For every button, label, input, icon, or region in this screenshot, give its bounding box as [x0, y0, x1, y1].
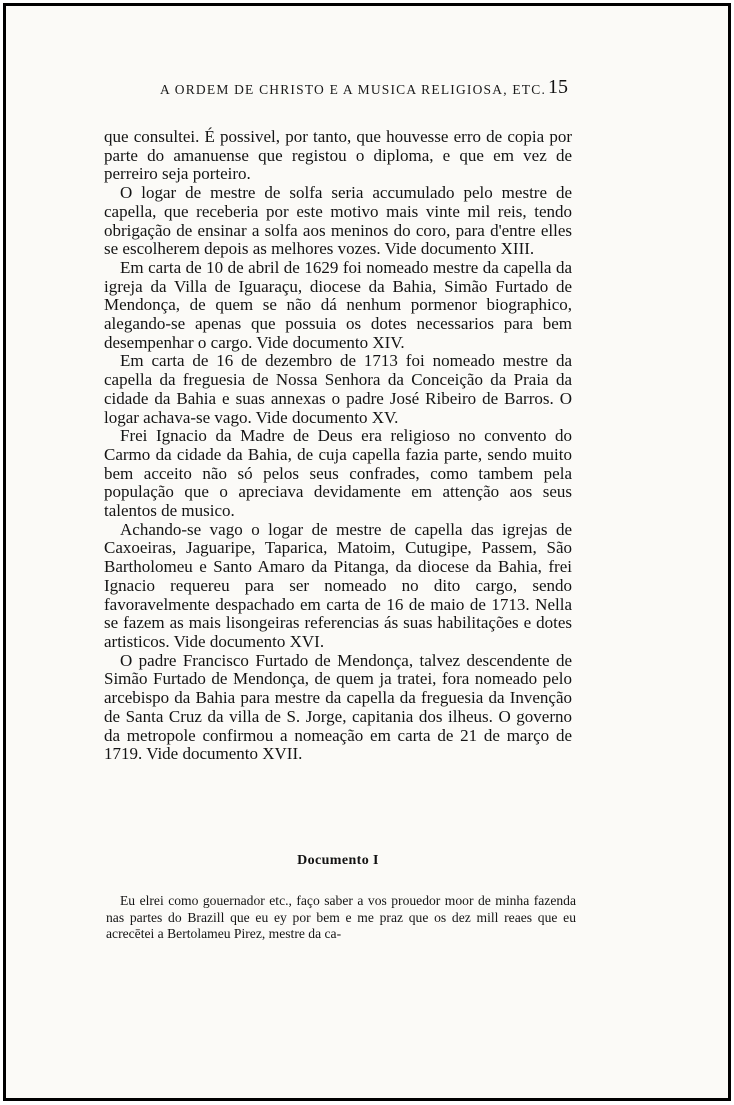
- body-text: [104, 128, 572, 764]
- running-title: A ORDEM DE CHRISTO E A MUSICA RELIGIOSA, ETC.: [160, 82, 547, 97]
- paragraph-7: O padre Francisco Furtado de Mendonça, talvez descendente de Simão Furtado de Mendonça, de quem ja tratei, fora nomeado pelo arcebispo da Bahia para mestre da capella da freguesia da Invenção de Santa Cruz da villa de S. Jorge, capitania dos ilheus. O governo da metropole confirmou a nomeação em carta de 21 de março de 1719. Vide documento XVII.: [104, 650, 572, 764]
- paragraph-5: Frei Ignacio da Madre de Deus era religioso no convento do Carmo da cidade da Bahia, de cuja capella fazia parte, sendo muito bem acceito não só pelos seus confrades, como tambem pela população que o apreciava devidamente em attenção aos seus talentos de musico.: [104, 426, 572, 521]
- page-number: 15: [548, 76, 568, 98]
- document-title: Documento I: [297, 853, 379, 868]
- document-text: [106, 893, 576, 943]
- paragraph-1: que consultei. É possivel, por tanto, que houvesse erro de copia por parte do amanuense que registou o diploma, e que em vez de perreiro seja porteiro.: [104, 127, 572, 184]
- paragraph-2: O logar de mestre de solfa seria accumulado pelo mestre de capella, que receberia por este motivo mais vinte mil reis, tendo obrigação de ensinar a solfa aos meninos do coro, para d'entre elles se escolherem depois as melhores vozes. Vide documento XIII.: [104, 183, 572, 259]
- paragraph-3: Em carta de 10 de abril de 1629 foi nomeado mestre da capella da igreja da Villa de Iguaraçu, diocese da Bahia, Simão Furtado de Mendonça, de quem se não dá nenhum pormenor biographico, alegando-se apenas que possuia os dotes necessarios para bem desempenhar o cargo. Vide documento XIV.: [104, 257, 572, 352]
- document-paragraph: Eu elrei como gouernador etc., faço saber a vos prouedor moor de minha fazenda nas partes do Brazill que eu ey por bem e me praz que os dez mill reaes que eu acrecētei a Bertolameu Pirez, mestre da ca-: [106, 893, 576, 941]
- paragraph-4: Em carta de 16 de dezembro de 1713 foi nomeado mestre da capella da freguesia de Nossa Senhora da Conceição da Praia da cidade da Bahia e suas annexas o padre José Ribeiro de Barros. O logar achava-se vago. Vide documento XV.: [104, 351, 572, 427]
- paragraph-6: Achando-se vago o logar de mestre de capella das igrejas de Caxoeiras, Jaguaripe, Taparica, Matoim, Cutugipe, Passem, São Bartholomeu e Santo Amaro da Pitanga, da diocese da Bahia, frei Ignacio requereu para ser nomeado no dito cargo, sendo favoravelmente despachado em carta de 16 de maio de 1713. Nella se fazem as mais lisongeiras referencias ás suas habilitações e dotes artisticos. Vide documento XVI.: [104, 519, 572, 651]
